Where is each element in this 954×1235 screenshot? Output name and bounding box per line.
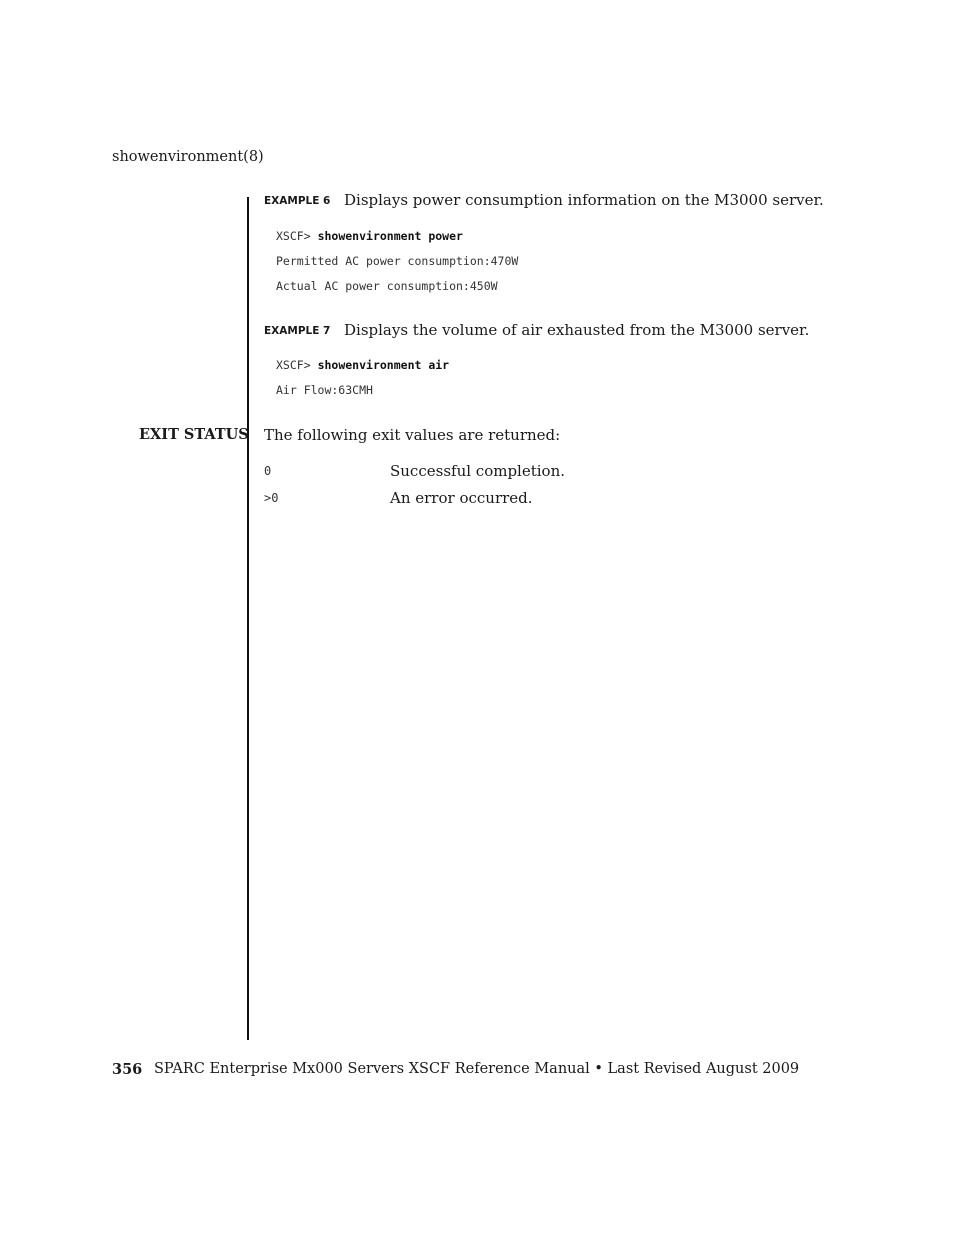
exit-code: >0 [264,491,279,505]
page-number: 356 [112,1061,143,1078]
exit-status-heading: EXIT STATUS [139,426,249,443]
example-7-command-line [276,358,449,372]
command-prompt: XSCF> [276,229,311,243]
example-6-output-line: Actual AC power consumption:450W [276,279,498,293]
exit-status-intro: The following exit values are returned: [264,426,561,444]
exit-code: 0 [264,464,272,478]
example-6-label: EXAMPLE 6 [264,195,331,207]
exit-meaning: An error occurred. [390,489,533,507]
exit-meaning: Successful completion. [390,462,566,480]
example-6-command-line [276,229,463,243]
command-text: showenvironment power [317,229,463,243]
running-header: showenvironment(8) [112,149,264,165]
command-prompt: XSCF> [276,358,311,372]
change-bar [247,197,249,1040]
example-6-output-line: Permitted AC power consumption:470W [276,254,519,268]
example-7-output-line: Air Flow:63CMH [276,383,373,397]
example-7-description: Displays the volume of air exhausted from the M3000 server. [344,321,810,339]
example-7-label: EXAMPLE 7 [264,325,331,337]
command-text: showenvironment air [317,358,450,372]
example-6-description: Displays power consumption information on the M3000 server. [344,191,824,209]
footer-text: SPARC Enterprise Mx000 Servers XSCF Reference Manual • Last Revised August 2009 [154,1061,800,1077]
